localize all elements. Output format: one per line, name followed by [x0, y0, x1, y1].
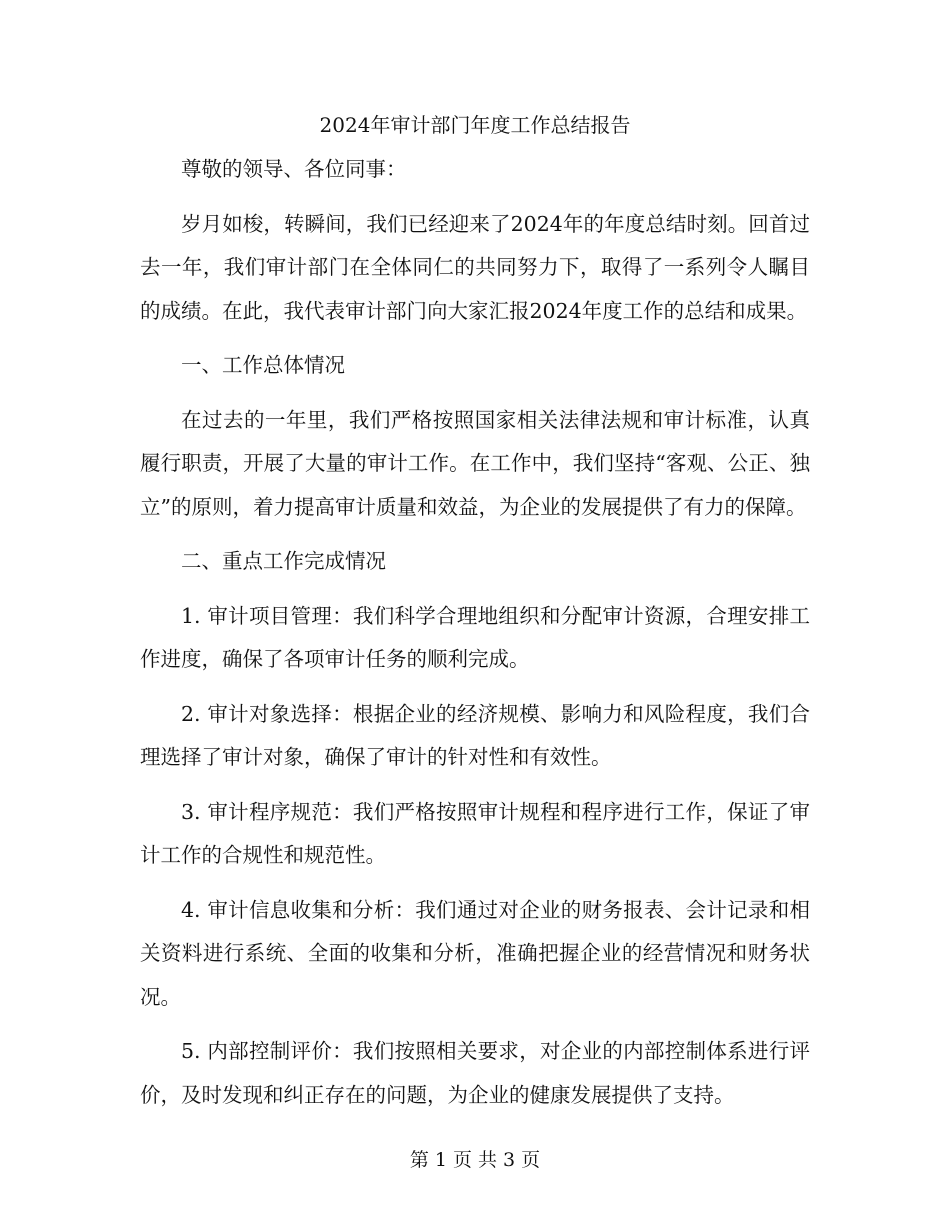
- document-body: [140, 148, 810, 1128]
- overview-paragraph: 在过去的一年里，我们严格按照国家相关法律法规和审计标准，认真履行职责，开展了大量的审计工作。在工作中，我们坚持“客观、公正、独立”的原则，着力提高审计质量和效益，为企业的发展提供了有力的保障。: [140, 407, 810, 519]
- list-item: 3. 审计程序规范：我们严格按照审计规程和程序进行工作，保证了审计工作的合规性和规范性。: [140, 799, 810, 867]
- salutation: 尊敬的领导、各位同事：: [181, 157, 407, 181]
- list-item: 5. 内部控制评价：我们按照相关要求，对企业的内部控制体系进行评价，及时发现和纠正存在的问题，为企业的健康发展提供了支持。: [140, 1039, 810, 1107]
- intro-paragraph: 岁月如梭，转瞬间，我们已经迎来了2024年的年度总结时刻。回首过去一年，我们审计部门在全体同仁的共同努力下，取得了一系列令人瞩目的成绩。在此，我代表审计部门向大家汇报2024年度工作的总结和成果。: [140, 211, 810, 323]
- list-item: 4. 审计信息收集和分析：我们通过对企业的财务报表、会计记录和相关资料进行系统、全面的收集和分析，准确把握企业的经营情况和财务状况。: [140, 897, 810, 1009]
- section-heading-key-work: 二、重点工作完成情况: [181, 549, 386, 573]
- list-item: 1. 审计项目管理：我们科学合理地组织和分配审计资源，合理安排工作进度，确保了各项审计任务的顺利完成。: [140, 603, 810, 671]
- section-heading-overview: 一、工作总体情况: [181, 353, 345, 377]
- page-number-footer: 第 1 页 共 3 页: [409, 1149, 541, 1171]
- document-title: 2024年审计部门年度工作总结报告: [319, 113, 631, 137]
- list-item: 2. 审计对象选择：根据企业的经济规模、影响力和风险程度，我们合理选择了审计对象，确保了审计的针对性和有效性。: [140, 701, 810, 769]
